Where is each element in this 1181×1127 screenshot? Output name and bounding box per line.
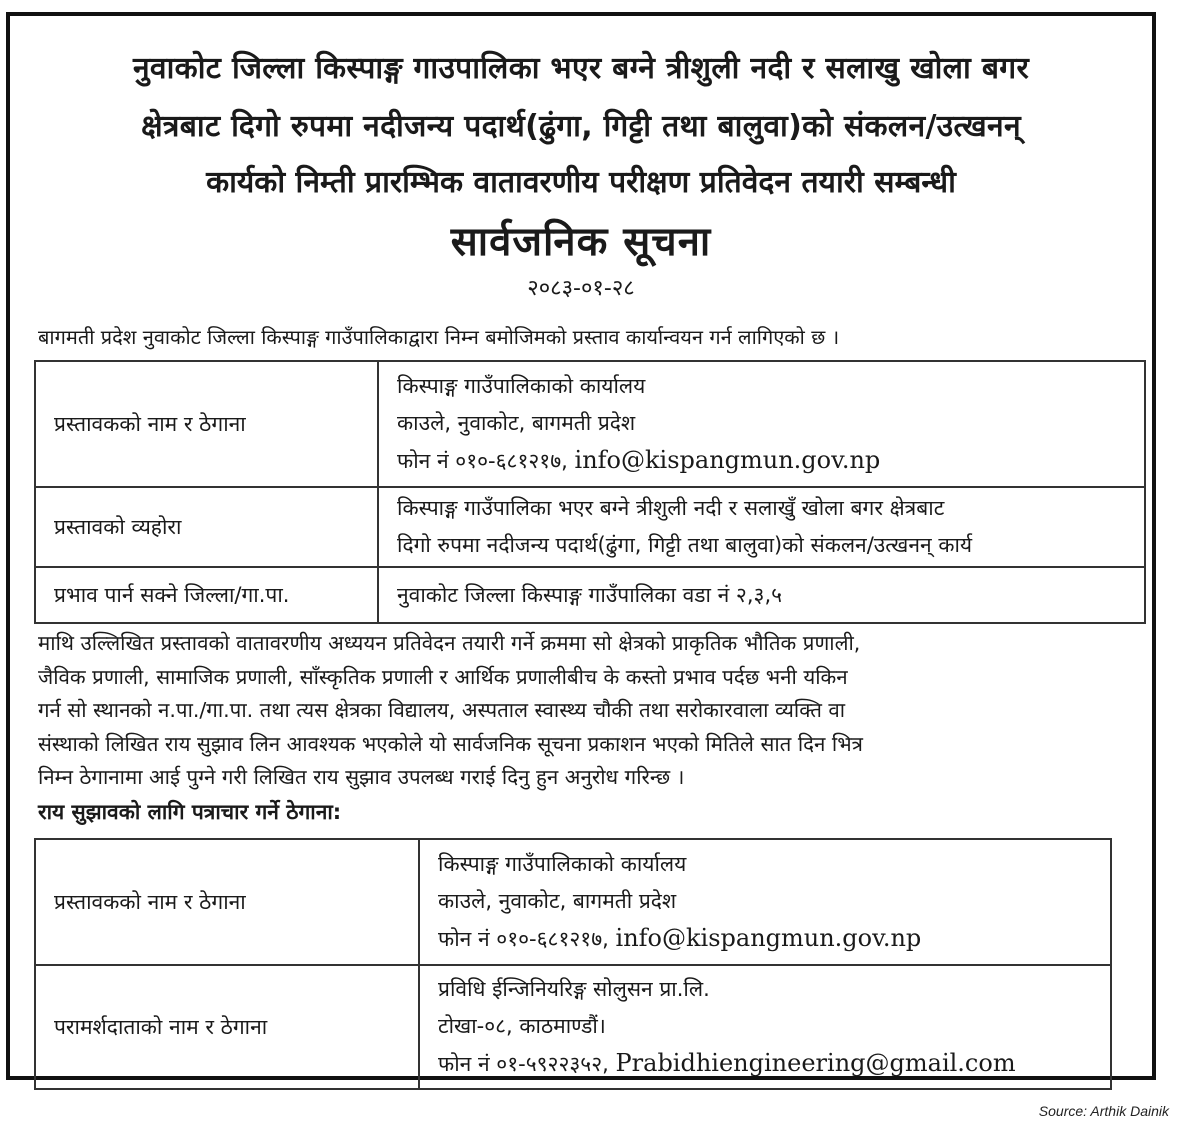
consultant-name: प्रविधि ईन्जिनियरिङ्ग सोलुसन प्रा.लि. <box>438 977 710 1001</box>
public-notice <box>6 12 1156 1080</box>
row-value <box>378 487 1145 567</box>
proponent-name: किस्पाङ्ग गाउँपालिकाको कार्यालय <box>397 374 646 398</box>
intro-text: बागमती प्रदेश नुवाकोट जिल्ला किस्पाङ्ग गाउँपालिकाद्वारा निम्न बमोजिमको प्रस्ताव कार्यान्वयन गर्न लागिएको छ । <box>38 325 840 349</box>
proposal-description-line: दिगो रुपमा नदीजन्य पदार्थ(ढुंगा, गिट्टी तथा बालुवा)को संकलन/उत्खनन् कार्य <box>397 533 973 557</box>
notice-heading-line-1: नुवाकोट जिल्ला किस्पाङ्ग गाउपालिका भएर बग्ने त्रीशुली नदी र सलाखु खोला बगर <box>132 51 1030 86</box>
proponent-name: किस्पाङ्ग गाउँपालिकाको कार्यालय <box>438 852 687 876</box>
row-label: प्रभाव पार्न सक्ने जिल्ला/गा.पा. <box>35 567 378 623</box>
row-value <box>378 567 1145 623</box>
row-label: परामर्शदाताको नाम र ठेगाना <box>35 965 419 1089</box>
table-row <box>35 839 1111 965</box>
phone-number: फोन नं ०१०-६८१२१७, <box>438 927 609 951</box>
row-value <box>419 839 1111 965</box>
notice-date: २०८३-०१-२८ <box>527 276 635 301</box>
paragraph-line: संस्थाको लिखित राय सुझाव लिन आवश्यक भएकोले यो सार्वजनिक सूचना प्रकाशन भएको मितिले सात दिन भित्र <box>38 731 863 756</box>
email-address: info@kispangmun.gov.np <box>615 924 922 952</box>
paragraph-line: गर्न सो स्थानको न.पा./गा.पा. तथा त्यस क्षेत्रका विद्यालय, अस्पताल स्वास्थ्य चौकी तथा सरोकारवाला व्यक्ति वा <box>38 698 846 722</box>
consultant-contact <box>438 1045 1092 1083</box>
notice-paragraph <box>38 627 1148 795</box>
table-row <box>35 487 1145 567</box>
table-row <box>35 567 1145 623</box>
phone-number: फोन नं ०१-५९२२३५२, <box>438 1052 609 1076</box>
phone-number: फोन नं ०१०-६८१२१७, <box>397 449 568 473</box>
correspondence-heading: राय सुझावको लागि पत्राचार गर्ने ठेगाना: <box>38 800 342 824</box>
notice-heading-line-2: क्षेत्रबाट दिगो रुपमा नदीजन्य पदार्थ(ढुंगा, गिट्टी तथा बालुवा)को संकलन/उत्खनन् <box>141 109 1021 144</box>
paragraph-line: जैविक प्रणाली, सामाजिक प्रणाली, साँस्कृतिक प्रणाली र आर्थिक प्रणालीबीच के कस्तो प्रभाव पर्दछ भनी यकिन <box>38 664 848 689</box>
email-address: info@kispangmun.gov.np <box>574 446 881 474</box>
row-value <box>419 965 1111 1089</box>
proponent-contact <box>438 920 1092 958</box>
table-row <box>35 965 1111 1089</box>
email-address: Prabidhiengineering@gmail.com <box>615 1049 1016 1077</box>
source-credit: Source: Arthik Dainik <box>1038 1103 1169 1119</box>
row-label: प्रस्तावको व्यहोरा <box>35 487 378 567</box>
consultant-address: टोखा-०८, काठमाण्डौं। <box>438 1014 606 1038</box>
proposal-details-table <box>34 360 1146 624</box>
notice-title: सार्वजनिक सूचना <box>450 219 712 265</box>
paragraph-line: निम्न ठेगानामा आई पुग्ने गरी लिखित राय सुझाव उपलब्ध गराई दिनु हुन अनुरोध गरिन्छ । <box>38 765 685 789</box>
paragraph-line: माथि उल्लिखित प्रस्तावको वातावरणीय अध्ययन प्रतिवेदन तयारी गर्ने क्रममा सो क्षेत्रको प्राकृतिक भौतिक प्रणाली, <box>38 631 861 655</box>
correspondence-table <box>34 838 1112 1090</box>
row-label: प्रस्तावकको नाम र ठेगाना <box>35 839 419 965</box>
row-value <box>378 361 1145 487</box>
proponent-contact <box>397 442 1126 480</box>
proponent-address: काउले, नुवाकोट, बागमती प्रदेश <box>397 411 636 435</box>
proponent-address: काउले, नुवाकोट, बागमती प्रदेश <box>438 889 677 913</box>
row-label: प्रस्तावकको नाम र ठेगाना <box>35 361 378 487</box>
affected-area: नुवाकोट जिल्ला किस्पाङ्ग गाउँपालिका वडा नं २,३,५ <box>397 582 783 607</box>
table-row <box>35 361 1145 487</box>
notice-heading-line-3: कार्यको निम्ती प्रारम्भिक वातावरणीय परीक्षण प्रतिवेदन तयारी सम्बन्धी <box>206 165 956 200</box>
proposal-description-line: किस्पाङ्ग गाउँपालिका भएर बग्ने त्रीशुली नदी र सलाखुँ खोला बगर क्षेत्रबाट <box>397 496 945 520</box>
